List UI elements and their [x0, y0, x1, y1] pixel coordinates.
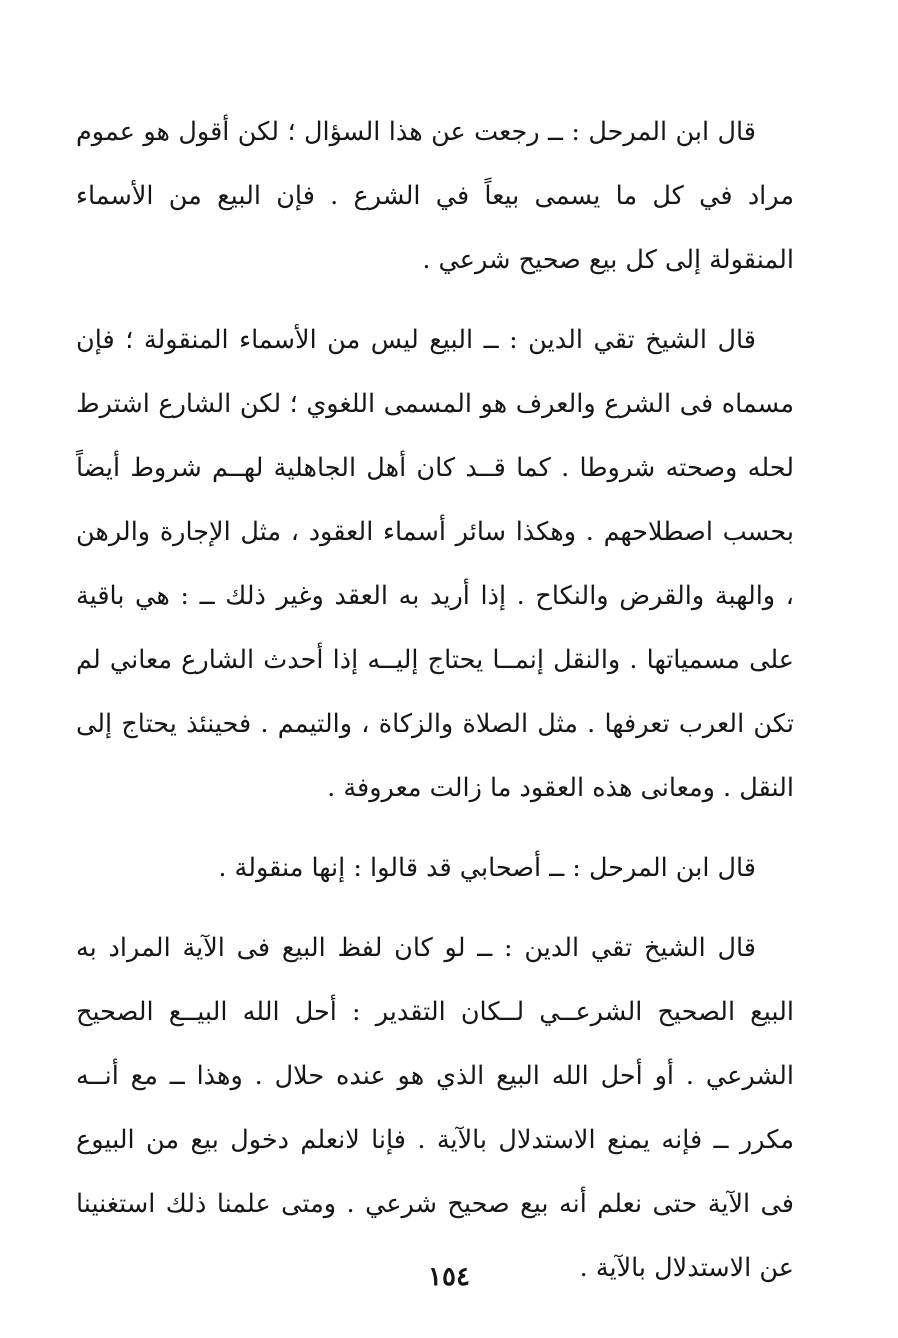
page-number: ١٥٤: [428, 1262, 470, 1292]
page-body: [76, 100, 794, 1300]
paragraph-ibn-almurahhal-2: قال ابن المرحل : ــ أصحابي قد قالوا : إنها منقولة .: [218, 853, 756, 883]
paragraph-taqi-aldin-2: قال الشيخ تقي الدين : ــ لو كان لفظ البيع فى الآية المراد به البيع الصحيح الشرعــي لــكان التقدير : أحل الله البيــع الصحيح الشرعي . أو أحل الله البيع الذي هو عنده حلال . وهذا ــ مع أنــه مكرر ــ فإنه يمنع الاستدلال بالآية . فإنا لانعلم دخول بيع من البيوع فى الآية حتى نعلم أنه بيع صحيح شرعي . ومتى علمنا ذلك استغنينا عن الاستدلال بالآية .: [76, 933, 794, 1283]
paragraph-ibn-almurahhal-1: قال ابن المرحل : ــ رجعت عن هذا السؤال ؛ لكن أقول هو عموم مراد في كل ما يسمى بيعاً في الشرع . فإن البيع من الأسماء المنقولة إلى كل بيع صحيح شرعي .: [76, 117, 794, 275]
paragraph-taqi-aldin-1: قال الشيخ تقي الدين : ــ البيع ليس من الأسماء المنقولة ؛ فإن مسماه فى الشرع والعرف هو المسمى اللغوي ؛ لكن الشارع اشترط لحله وصحته شروطا . كما قــد كان أهل الجاهلية لهــم شروط أيضاً بحسب اصطلاحهم . وهكذا سائر أسماء العقود ، مثل الإجارة والرهن ، والهبة والقرض والنكاح . إذا أريد به العقد وغير ذلك ــ : هي باقية على مسمياتها . والنقل إنمــا يحتاج إليــه إذا أحدث الشارع معاني لم تكن العرب تعرفها . مثل الصلاة والزكاة ، والتيمم . فحينئذ يحتاج إلى النقل . ومعانى هذه العقود ما زالت معروفة .: [76, 325, 794, 803]
